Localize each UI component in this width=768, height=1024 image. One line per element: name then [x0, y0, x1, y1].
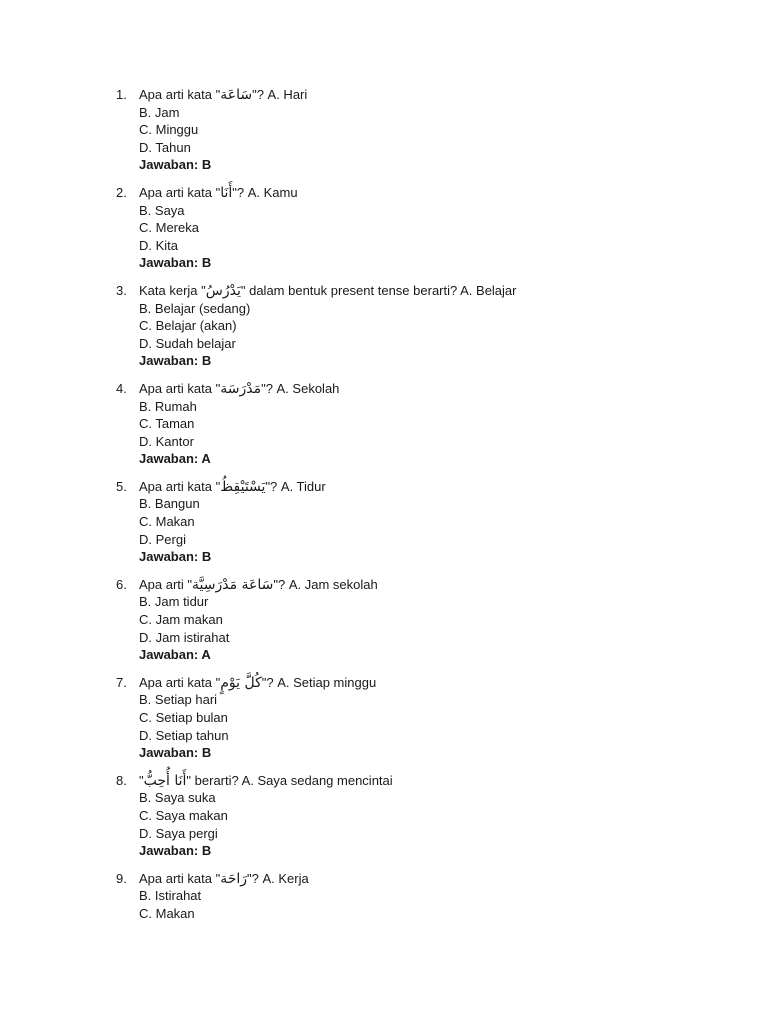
answer-key: Jawaban: B — [139, 745, 212, 761]
question-prefix: Apa arti kata " — [139, 870, 221, 886]
question-number: 2. — [116, 184, 127, 200]
question-number: 9. — [116, 870, 127, 886]
question-prefix: Apa arti " — [139, 576, 193, 592]
question-item — [0, 184, 768, 272]
question-item — [0, 86, 768, 174]
answer-key: Jawaban: B — [139, 549, 212, 565]
question-prefix: Apa arti kata " — [139, 184, 221, 200]
answer-option: B. Istirahat — [139, 888, 202, 904]
question-number: 3. — [116, 282, 127, 298]
answer-key: Jawaban: B — [139, 353, 212, 369]
question-item — [0, 478, 768, 566]
question-item — [0, 380, 768, 468]
question-suffix: " berarti? A. Saya sedang mencintai — [186, 772, 393, 788]
question-suffix: " dalam bentuk present tense berarti? A. Belajar — [240, 282, 517, 298]
answer-option: B. Jam tidur — [139, 594, 209, 610]
answer-key: Jawaban: A — [139, 451, 211, 467]
question-suffix: "? A. Jam sekolah — [273, 576, 378, 592]
question-prefix: Apa arti kata " — [139, 478, 221, 494]
question-suffix: "? A. Setiap minggu — [261, 674, 377, 690]
answer-option: C. Mereka — [139, 220, 199, 236]
answer-option: D. Kita — [139, 237, 179, 253]
answer-option: D. Setiap tahun — [139, 727, 229, 743]
question-number: 1. — [116, 87, 127, 102]
question-prefix: Apa arti kata " — [139, 380, 221, 396]
answer-key: Jawaban: B — [139, 843, 212, 859]
question-item — [0, 674, 768, 762]
answer-option: C. Minggu — [139, 122, 199, 138]
question-number: 5. — [116, 478, 127, 494]
answer-option: B. Bangun — [139, 496, 200, 512]
question-item — [0, 282, 768, 370]
question-prefix: Kata kerja " — [139, 282, 206, 298]
question-number: 8. — [116, 772, 127, 788]
question-list — [0, 86, 768, 933]
question-suffix: "? A. Kerja — [247, 870, 309, 886]
question-prefix: " — [139, 772, 144, 788]
arabic-term: أَنَا أُحِبُّ — [143, 772, 187, 789]
answer-option: D. Jam istirahat — [139, 629, 230, 645]
answer-option: D. Tahun — [139, 139, 191, 155]
answer-option: D. Pergi — [139, 531, 186, 547]
answer-key: Jawaban: A — [139, 647, 211, 663]
question-item — [0, 576, 768, 664]
answer-key: Jawaban: B — [139, 255, 212, 271]
answer-option: B. Setiap hari — [139, 692, 218, 708]
answer-option: C. Taman — [139, 416, 195, 432]
answer-option: B. Rumah — [139, 398, 197, 414]
question-number: 6. — [116, 576, 127, 592]
arabic-term: مَدْرَسَة — [220, 380, 262, 397]
arabic-term: أَنَا — [220, 184, 233, 201]
question-suffix: "? A. Sekolah — [261, 380, 340, 396]
question-suffix: "? A. Tidur — [265, 478, 326, 494]
answer-key: Jawaban: B — [139, 157, 212, 173]
answer-option: B. Saya suka — [139, 790, 216, 806]
arabic-term: رَاحَة — [220, 870, 248, 887]
answer-option: C. Setiap bulan — [139, 710, 228, 725]
answer-option: C. Makan — [139, 514, 195, 530]
question-item — [0, 870, 768, 923]
question-number: 7. — [116, 674, 127, 690]
question-prefix: Apa arti kata " — [139, 674, 221, 690]
answer-option: C. Makan — [139, 905, 195, 921]
question-prefix: Apa arti kata " — [139, 87, 221, 102]
arabic-term: يَدْرُسُ — [205, 282, 241, 299]
question-suffix: "? A. Hari — [252, 87, 308, 102]
question-item — [0, 772, 768, 860]
answer-option: C. Jam makan — [139, 612, 223, 628]
arabic-term: كُلَّ يَوْمٍ — [220, 674, 262, 691]
answer-option: C. Belajar (akan) — [139, 318, 237, 334]
question-suffix: "? A. Kamu — [232, 184, 298, 200]
answer-option: B. Saya — [139, 202, 185, 218]
answer-option: D. Kantor — [139, 433, 194, 449]
answer-option: D. Saya pergi — [139, 825, 218, 841]
arabic-term: سَاعَة — [220, 87, 253, 103]
answer-option: D. Sudah belajar — [139, 335, 236, 351]
arabic-term: سَاعَة مَدْرَسِيَّة — [192, 576, 274, 593]
arabic-term: يَسْتَيْقِظُ — [220, 478, 266, 495]
answer-option: C. Saya makan — [139, 807, 228, 823]
question-number: 4. — [116, 380, 127, 396]
answer-option: B. Belajar (sedang) — [139, 300, 251, 316]
answer-option: B. Jam — [139, 104, 180, 120]
